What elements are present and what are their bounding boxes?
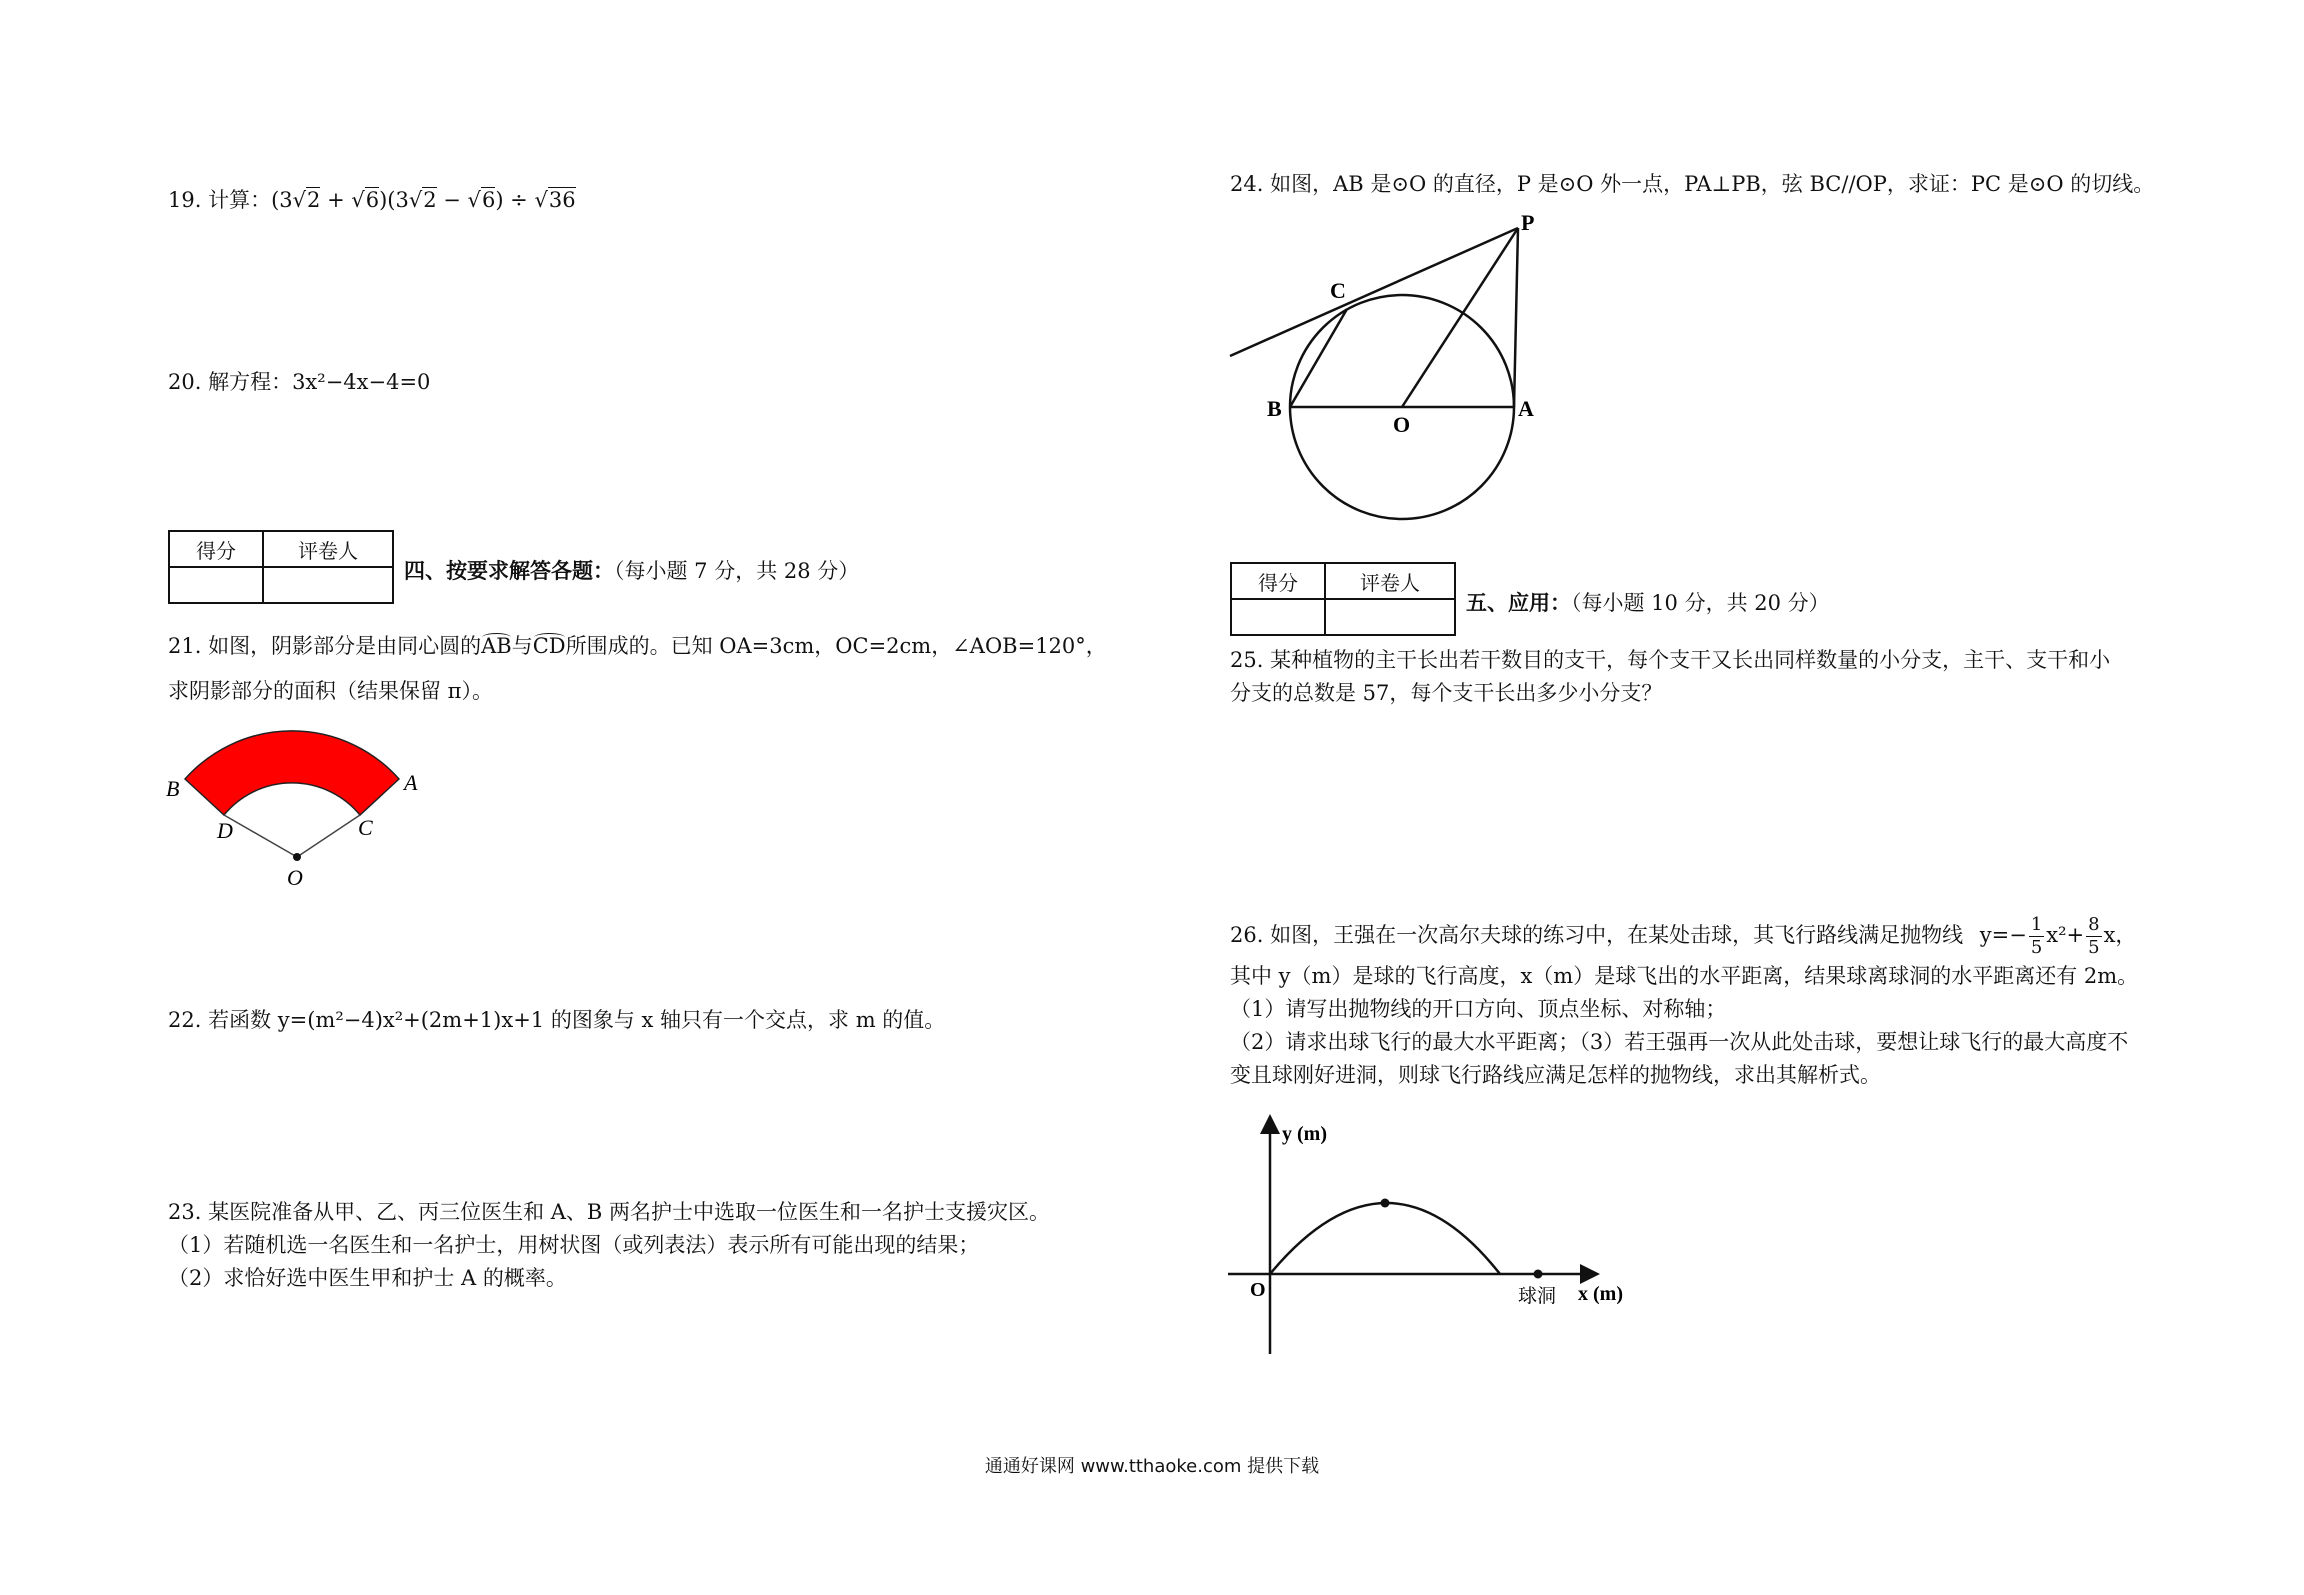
hole-point — [1534, 1270, 1543, 1279]
tangent-line — [1230, 228, 1518, 356]
question-22: 22. 若函数 y=(m²−4)x²+(2m+1)x+1 的图象与 x 轴只有一个交点，求 m 的值。 — [168, 1008, 946, 1032]
q21-line2: 求阴影部分的面积（结果保留 π）。 — [168, 679, 493, 703]
section5-heading: 五、应用：（每小题 10 分，共 20 分） — [1466, 591, 1830, 615]
question-19: 19. 计算：(3√2 + √6)(3√2 − √6) ÷ √36 — [168, 188, 576, 212]
label-c: C — [358, 815, 373, 840]
sector-figure — [160, 712, 440, 892]
parabola-equation: y=− $\frac{1}{5}$ x²+ $\frac{8}{5}$ x， — [1979, 914, 2137, 958]
vertex-point — [1381, 1199, 1390, 1208]
fraction-one-fifth: $\frac{1}{5}$ — [2030, 914, 2043, 958]
shaded-ring-sector — [185, 731, 399, 815]
hole-label: 球洞 — [1518, 1286, 1557, 1307]
score-cell[interactable] — [169, 567, 263, 603]
question-23 — [168, 1196, 1050, 1295]
label-p: P — [1521, 210, 1535, 235]
q26-line4: （2）请求出球飞行的最大水平距离；（3）若王强再一次从此处击球，要想让球飞行的最大高度不 — [1230, 1030, 2129, 1054]
q19-expr: (3√2 + √6)(3√2 − √6) ÷ √36 — [271, 188, 576, 212]
reviewer-cell[interactable] — [263, 567, 393, 603]
segment-pa — [1514, 228, 1518, 407]
label-a: A — [404, 770, 418, 795]
reviewer-label: 评卷人 — [1325, 563, 1455, 599]
arc-ab: AB — [481, 634, 512, 658]
q25-line2: 分支的总数是 57，每个支干长出多少小分支？ — [1230, 681, 1663, 705]
x-axis-label: x (m) — [1578, 1283, 1623, 1305]
question-20: 20. 解方程：3x²−4x−4=0 — [168, 370, 431, 394]
q26-line2: 其中 y（m）是球的飞行高度，x（m）是球飞出的水平距离，结果球离球洞的水平距离还有 2m。 — [1230, 964, 2139, 988]
q23-line3: （2）求恰好选中医生甲和护士 A 的概率。 — [168, 1266, 567, 1290]
download-footer: 通通好课网 www.tthaoke.com 提供下载 — [984, 1456, 1320, 1477]
score-cell[interactable] — [1231, 599, 1325, 635]
section4-heading: 四、按要求解答各题：（每小题 7 分，共 28 分） — [404, 559, 860, 583]
arc-cd: CD — [532, 634, 566, 658]
label-d: D — [217, 818, 233, 843]
label-a: A — [1518, 396, 1534, 421]
label-b: B — [1267, 396, 1282, 421]
y-axis-label: y (m) — [1282, 1123, 1327, 1145]
radius-oa — [297, 815, 360, 857]
label-c: C — [1330, 278, 1346, 303]
origin-label: O — [1250, 1279, 1266, 1301]
chord-bc — [1290, 309, 1347, 407]
section5-score-table — [1230, 562, 1456, 636]
label-o: O — [1393, 412, 1411, 437]
circle-tangent-figure — [1228, 210, 1568, 530]
question-24: 24. 如图，AB 是⊙O 的直径，P 是⊙O 外一点，PA⊥PB，弦 BC//OP，求证：PC 是⊙O 的切线。 — [1230, 172, 2155, 196]
label-b: B — [166, 776, 180, 801]
flight-parabola — [1270, 1203, 1500, 1274]
q23-line2: （1）若随机选一名医生和一名护士，用树状图（或列表法）表示所有可能出现的结果； — [168, 1233, 980, 1257]
reviewer-cell[interactable] — [1325, 599, 1455, 635]
section4-score-table — [168, 530, 394, 604]
question-25 — [1230, 644, 2110, 710]
fraction-eight-fifths: $\frac{8}{5}$ — [2088, 914, 2100, 958]
radius-ob — [224, 815, 297, 857]
q21-line1: 21. 如图，阴影部分是由同心圆的 AB与 CD所围成的。已知 OA=3cm，OC=2cm，∠AOB=120°， — [168, 634, 1107, 658]
q26-line1: 26. 如图，王强在一次高尔夫球的练习中，在某处击球，其飞行路线满足抛物线 y=− $\frac{1}{5}$ x²+ $\frac{8}{5}$ x， — [1230, 914, 2137, 958]
q25-line1: 25. 某种植物的主干长出若干数目的支干，每个支干又长出同样数量的小分支，主干、支干和小 — [1230, 648, 2111, 672]
reviewer-label: 评卷人 — [263, 531, 393, 567]
question-26 — [1230, 910, 2138, 1092]
q26-line3: （1）请写出抛物线的开口方向、顶点坐标、对称轴； — [1230, 997, 1727, 1021]
score-label: 得分 — [1231, 563, 1325, 599]
center-point-o — [293, 853, 301, 861]
q26-line5: 变且球刚好进洞，则球飞行路线应满足怎样的抛物线，求出其解析式。 — [1230, 1063, 1881, 1087]
parabola-graph — [1228, 1110, 1648, 1360]
question-21 — [168, 630, 1107, 708]
q23-line1: 23. 某医院准备从甲、乙、丙三位医生和 A、B 两名护士中选取一位医生和一名护士支援灾区。 — [168, 1200, 1051, 1224]
label-o: O — [287, 865, 303, 890]
score-label: 得分 — [169, 531, 263, 567]
